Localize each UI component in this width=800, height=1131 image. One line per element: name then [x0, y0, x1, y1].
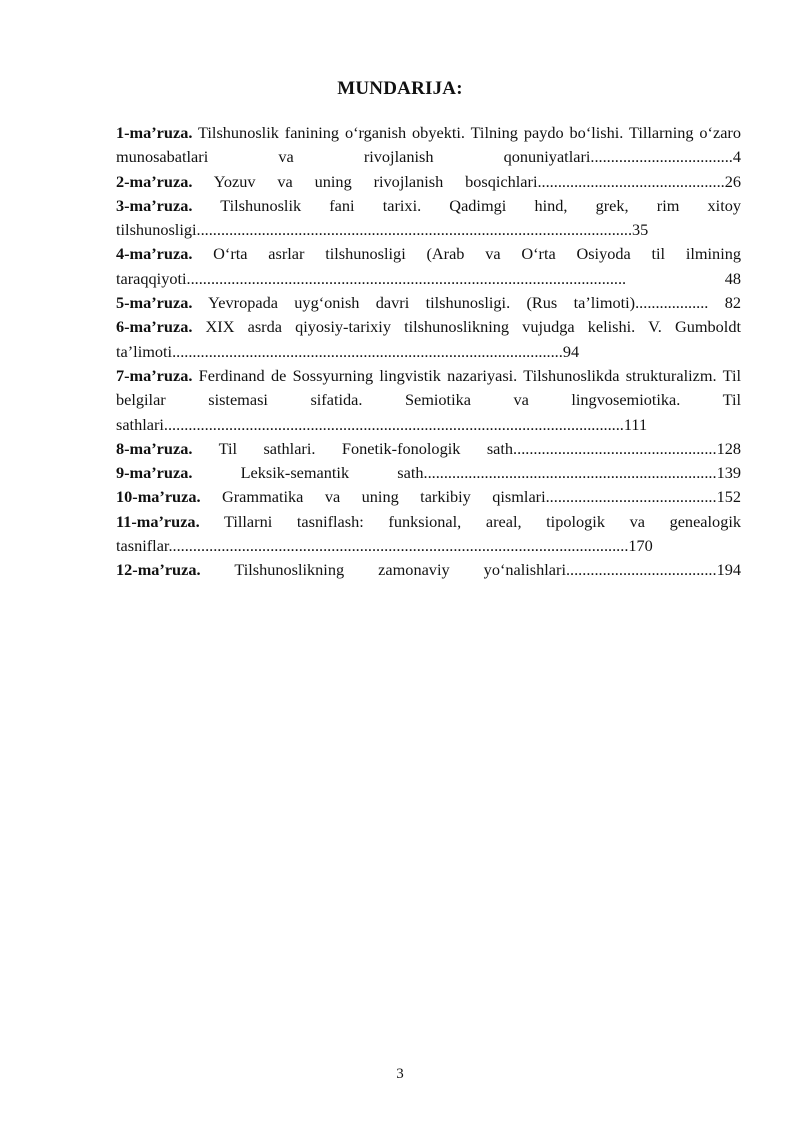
lecture-label: 12-ma’ruza. — [116, 560, 201, 580]
lecture-title: Yozuv va uning rivojlanish bosqichlari..............................................26 — [192, 171, 741, 191]
toc-entry — [116, 121, 741, 170]
toc-entry — [116, 315, 741, 364]
lecture-label: 9-ma’ruza. — [116, 463, 193, 483]
page-title: MUNDARIJA: — [337, 78, 463, 99]
toc-entry — [116, 485, 741, 509]
table-of-contents — [116, 121, 741, 583]
toc-entry — [116, 510, 741, 559]
toc-entry — [116, 461, 741, 485]
lecture-label: 4-ma’ruza. — [116, 244, 193, 264]
lecture-label: 1-ma’ruza. — [116, 123, 193, 142]
lecture-label: 2-ma’ruza. — [116, 171, 193, 191]
lecture-title: O‘rta asrlar tilshunosligi (Arab va O‘rta Osiyoda til ilmining taraqqiyoti............................................................................................................ 48 — [116, 244, 741, 288]
lecture-title: Tilshunoslik fanining o‘rganish obyekti. Tilning paydo bo‘lishi. Tillarning o‘zaro munosabatlari va rivojlanish qonuniyatlari...................................4 — [116, 123, 741, 167]
toc-entry — [116, 558, 741, 582]
lecture-label: 11-ma’ruza. — [116, 511, 200, 531]
lecture-title: Ferdinand de Sossyurning lingvistik nazariyasi. Tilshunoslikda strukturalizm. Til belgilar sistemasi sifatida. Semiotika va lingvosemiotika. Til sathlari.................................................................................................................111 — [116, 365, 741, 434]
lecture-title: XIX asrda qiyosiy-tarixiy tilshunoslikning vujudga kelishi. V. Gumboldt ta’limoti................................................................................................94 — [116, 317, 741, 361]
page-number: 3 — [396, 1066, 404, 1082]
lecture-title: Tillarni tasniflash: funksional, areal, tipologik va genealogik tasniflar.................................................................................................................170 — [116, 511, 741, 556]
lecture-label: 7-ma’ruza. — [116, 365, 193, 385]
toc-entry — [116, 170, 741, 194]
lecture-label: 6-ma’ruza. — [116, 317, 193, 337]
toc-entry — [116, 364, 741, 437]
toc-entry — [116, 437, 741, 461]
lecture-label: 3-ma’ruza. — [116, 195, 193, 215]
lecture-title: Yevropada uyg‘onish davri tilshunosligi. (Rus ta’limoti).................. 82 — [192, 293, 741, 313]
lecture-title: Grammatika va uning tarkibiy qismlari..........................................152 — [200, 487, 741, 507]
toc-entry — [116, 194, 741, 243]
toc-entry — [116, 242, 741, 291]
lecture-label: 8-ma’ruza. — [116, 438, 193, 458]
toc-entry — [116, 291, 741, 315]
lecture-title: Til sathlari. Fonetik-fonologik sath..................................................128 — [192, 438, 741, 458]
lecture-title: Leksik-semantik sath........................................................................139 — [192, 463, 741, 483]
lecture-title: Tilshunoslik fani tarixi. Qadimgi hind, grek, rim xitoy tilshunosligi...........................................................................................................35 — [116, 195, 741, 240]
lecture-label: 5-ma’ruza. — [116, 293, 193, 313]
lecture-label: 10-ma’ruza. — [116, 487, 201, 507]
lecture-title: Tilshunoslikning zamonaviy yo‘nalishlari.....................................194 — [200, 560, 741, 580]
